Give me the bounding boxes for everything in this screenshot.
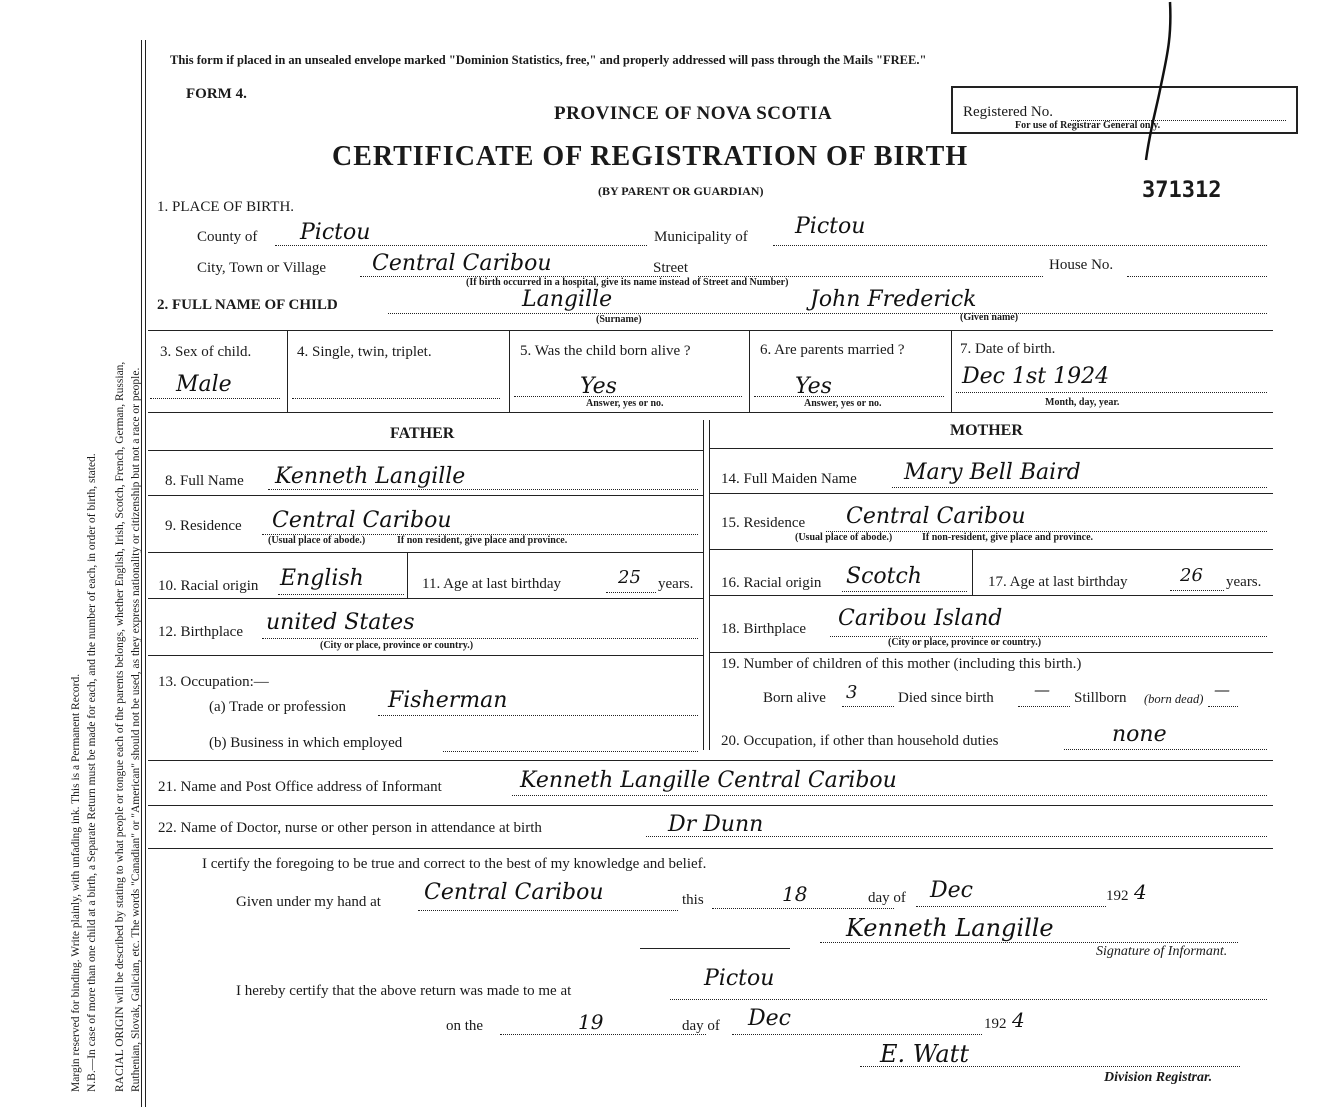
column-divider-left [703,420,704,750]
mother-heading: MOTHER [950,422,1023,439]
father-heading: FATHER [390,425,455,442]
province-title: PROVINCE OF NOVA SCOTIA [554,103,833,124]
registrar-month-line [732,1034,982,1035]
rule-under-headings-right [709,448,1273,449]
date-of-birth-line [956,392,1267,393]
mother-occupation-label: 20. Occupation, if other than household duties [721,733,999,749]
mother-row-rule-2 [709,549,1273,550]
rule-bottom-boxes [148,412,1273,413]
mother-racial-origin-label: 16. Racial origin [721,575,822,591]
born-alive-count-line [842,706,894,707]
sex-line [150,398,280,399]
father-business-label: (b) Business in which employed [209,735,403,751]
mother-row-rule-1 [709,493,1273,494]
registrar-statement: I hereby certify that the above return was made to me at [236,983,572,999]
certification-statement: I certify the foregoing to be true and correct to the best of my knowledge and belief. [202,856,707,872]
mail-notice: This form if placed in an unsealed envelope marked "Dominion Statistics, free," and properly addressed will pass through the Mails "FREE." [170,53,927,67]
given-month-line [916,906,1106,907]
born-alive-caption: Answer, yes or no. [586,398,664,409]
mother-birthplace-value: Caribou Island [838,606,1003,631]
father-residence-value: Central Caribou [272,508,452,533]
date-of-birth-caption: Month, day, year. [1045,397,1120,408]
mother-birthplace-caption: (City or place, province or country.) [888,637,1042,648]
mother-occupation-value: none [1112,722,1167,747]
born-alive-line [514,396,742,397]
given-day-line [712,908,894,909]
registrar-on-the-label: on the [446,1018,484,1034]
died-since-birth-value: — [1034,680,1050,699]
father-trade-line [378,715,698,716]
father-age-line [606,592,656,593]
doctor-label: 22. Name of Doctor, nurse or other person in attendance at birth [158,820,542,836]
municipality-label: Municipality of [654,229,748,245]
rule-under-headings-left [148,450,703,451]
parents-married-line [754,396,944,397]
mother-age-label: 17. Age at last birthday [988,574,1128,590]
father-row-rule-2 [148,552,703,553]
father-row-rule-1 [148,495,703,496]
house-number-line [1127,276,1267,277]
registrar-day-line [500,1034,706,1035]
doctor-value: Dr Dunn [668,812,764,837]
parents-married-label: 6. Are parents married ? [760,342,905,358]
stillborn-value: — [1214,680,1230,699]
father-trade-label: (a) Trade or profession [209,699,347,715]
child-name-label: 2. FULL NAME OF CHILD [157,297,338,313]
date-of-birth-value: Dec 1st 1924 [962,364,1110,389]
informant-line [512,795,1267,796]
mother-residence-note: If non-resident, give place and province. [922,532,1094,543]
given-place-value: Central Caribou [424,880,604,905]
registrar-place-line [670,999,1267,1000]
rule-top-boxes [148,330,1273,331]
informant-signature: Kenneth Langille [846,914,1054,942]
father-birthplace-label: 12. Birthplace [158,624,243,640]
mother-residence-value: Central Caribou [846,504,1026,529]
stillborn-line [1208,706,1238,707]
municipality-line [773,245,1267,246]
registrar-signature-line [860,1066,1240,1067]
certificate-number: 371312 [1142,178,1222,203]
father-age-value: 25 [618,567,641,588]
registered-number-box [951,86,1298,134]
mother-name-line [892,487,1267,488]
father-name-line [268,489,698,490]
registrar-signature: E. Watt [880,1040,969,1068]
died-since-birth-label: Died since birth [898,690,994,706]
registrar-day-of-label: day of [682,1018,720,1034]
father-racial-divider [407,552,408,598]
born-alive-value: Yes [580,374,617,399]
column-divider-right [709,420,710,750]
born-alive-count-label: Born alive [763,690,826,706]
margin-note-binding: Margin reserved for binding. Write plainly, with unfading ink. This is a Permanent Record. [70,673,82,1092]
registrar-year-suffix: 4 [1012,1008,1025,1032]
informant-signature-caption: Signature of Informant. [1096,944,1228,959]
sex-value: Male [176,372,232,397]
father-residence-label: 9. Residence [165,518,242,534]
mother-years-label: years. [1226,574,1262,590]
surname-caption: (Surname) [596,314,642,325]
father-birthplace-value: united States [266,610,415,635]
registrar-place-value: Pictou [704,966,775,991]
mother-row-rule-4 [709,652,1273,653]
single-twin-line [292,398,500,399]
registrar-month-value: Dec [748,1006,791,1031]
given-under-hand-label: Given under my hand at [236,894,381,910]
margin-note-racial-origin: RACIAL ORIGIN will be described by stating to what people or tongue each of the parents belongs, whether English, Irish, Scotch, French, German, Russian, [114,361,126,1092]
county-value: Pictou [300,220,371,245]
father-name-value: Kenneth Langille [275,464,466,489]
father-row-rule-4 [148,655,703,656]
child-name-line [388,313,1267,314]
mother-children-label: 19. Number of children of this mother (including this birth.) [721,656,1082,672]
mother-residence-caption: (Usual place of abode.) [795,532,893,543]
mother-row-rule-3 [709,595,1273,596]
registrar-use-note: For use of Registrar General only. [1015,120,1161,131]
given-month-value: Dec [930,878,973,903]
given-day-value: 18 [782,882,808,906]
born-alive-count-value: 3 [846,682,858,703]
father-occupation-label: 13. Occupation:— [158,674,269,690]
mother-name-label: 14. Full Maiden Name [721,471,857,487]
informant-signature-line [820,942,1238,943]
father-years-label: years. [658,576,694,592]
box-divider-3 [749,330,750,412]
rule-below-parents [148,760,1273,761]
municipality-value: Pictou [795,214,866,239]
place-of-birth-label: 1. PLACE OF BIRTH. [157,199,295,215]
father-business-line [443,751,698,752]
date-of-birth-label: 7. Date of birth. [960,341,1056,357]
city-value: Central Caribou [372,251,552,276]
child-surname-value: Langille [522,287,613,312]
given-year-suffix: 4 [1134,880,1147,904]
street-label: Street [653,260,688,276]
stillborn-label: Stillborn [1074,690,1127,706]
single-twin-label: 4. Single, twin, triplet. [297,344,432,360]
page-subtitle: (BY PARENT OR GUARDIAN) [598,184,764,198]
margin-note-multiple-births: N.B.—In case of more than one child at a birth, a Separate Return must be made for each, and the number of each, in order of birth, stated. [86,453,98,1092]
county-label: County of [197,229,258,245]
margin-note-nationality: Ruthenian, Slovak, Galician, etc. The words "Canadian" or "American" should not be used, as they express nationality or citizenship but not a race or people. [130,367,142,1092]
mother-age-value: 26 [1180,565,1203,586]
box-divider-2 [509,330,510,412]
mother-residence-label: 15. Residence [721,515,806,531]
father-racial-origin-label: 10. Racial origin [158,578,259,594]
father-racial-origin-value: English [280,566,364,591]
mother-occupation-line [1064,749,1267,750]
father-row-rule-3 [148,598,703,599]
registrar-year-prefix: 192 [984,1016,1007,1032]
box-divider-1 [287,330,288,412]
certification-separator [640,948,790,949]
given-this-label: this [682,892,704,908]
rule-below-doctor [148,848,1273,849]
informant-value: Kenneth Langille Central Caribou [520,768,897,793]
stillborn-note: (born dead) [1144,692,1204,706]
county-line [275,245,647,246]
hospital-note: (If birth occurred in a hospital, give its name instead of Street and Number) [466,277,789,288]
city-label: City, Town or Village [197,260,327,276]
form-number: FORM 4. [186,86,247,102]
father-residence-note: If non resident, give place and province. [397,535,568,546]
mother-name-value: Mary Bell Baird [904,460,1081,485]
father-racial-origin-line [278,594,404,595]
father-name-label: 8. Full Name [165,473,244,489]
pen-stroke-mark [1130,0,1190,190]
given-day-of-label: day of [868,890,906,906]
mother-racial-divider [972,549,973,595]
given-year-prefix: 192 [1106,888,1129,904]
parents-married-caption: Answer, yes or no. [804,398,882,409]
page-title: CERTIFICATE OF REGISTRATION OF BIRTH [332,141,969,172]
mother-birthplace-label: 18. Birthplace [721,621,806,637]
box-divider-4 [951,330,952,412]
child-given-name-value: John Frederick [810,287,977,312]
parents-married-value: Yes [795,374,832,399]
given-place-line [418,910,678,911]
mother-racial-origin-line [842,591,967,592]
registered-number-label: Registered No. [963,104,1053,120]
mother-racial-origin-value: Scotch [846,564,922,589]
born-alive-label: 5. Was the child born alive ? [520,343,691,359]
rule-below-informant [148,805,1273,806]
died-since-birth-line [1018,706,1070,707]
father-birthplace-caption: (City or place, province or country.) [320,640,474,651]
margin-rule-inner [145,40,146,1107]
father-trade-value: Fisherman [388,688,508,713]
registrar-day-value: 19 [578,1010,604,1034]
margin-rule [141,40,142,1107]
father-age-label: 11. Age at last birthday [422,576,561,592]
house-number-label: House No. [1049,257,1114,273]
father-residence-caption: (Usual place of abode.) [268,535,366,546]
sex-label: 3. Sex of child. [160,344,252,360]
given-name-caption: (Given name) [960,312,1019,323]
informant-label: 21. Name and Post Office address of Informant [158,779,442,795]
registrar-caption: Division Registrar. [1104,1070,1213,1085]
mother-age-line [1170,590,1224,591]
father-birthplace-line [262,638,698,639]
